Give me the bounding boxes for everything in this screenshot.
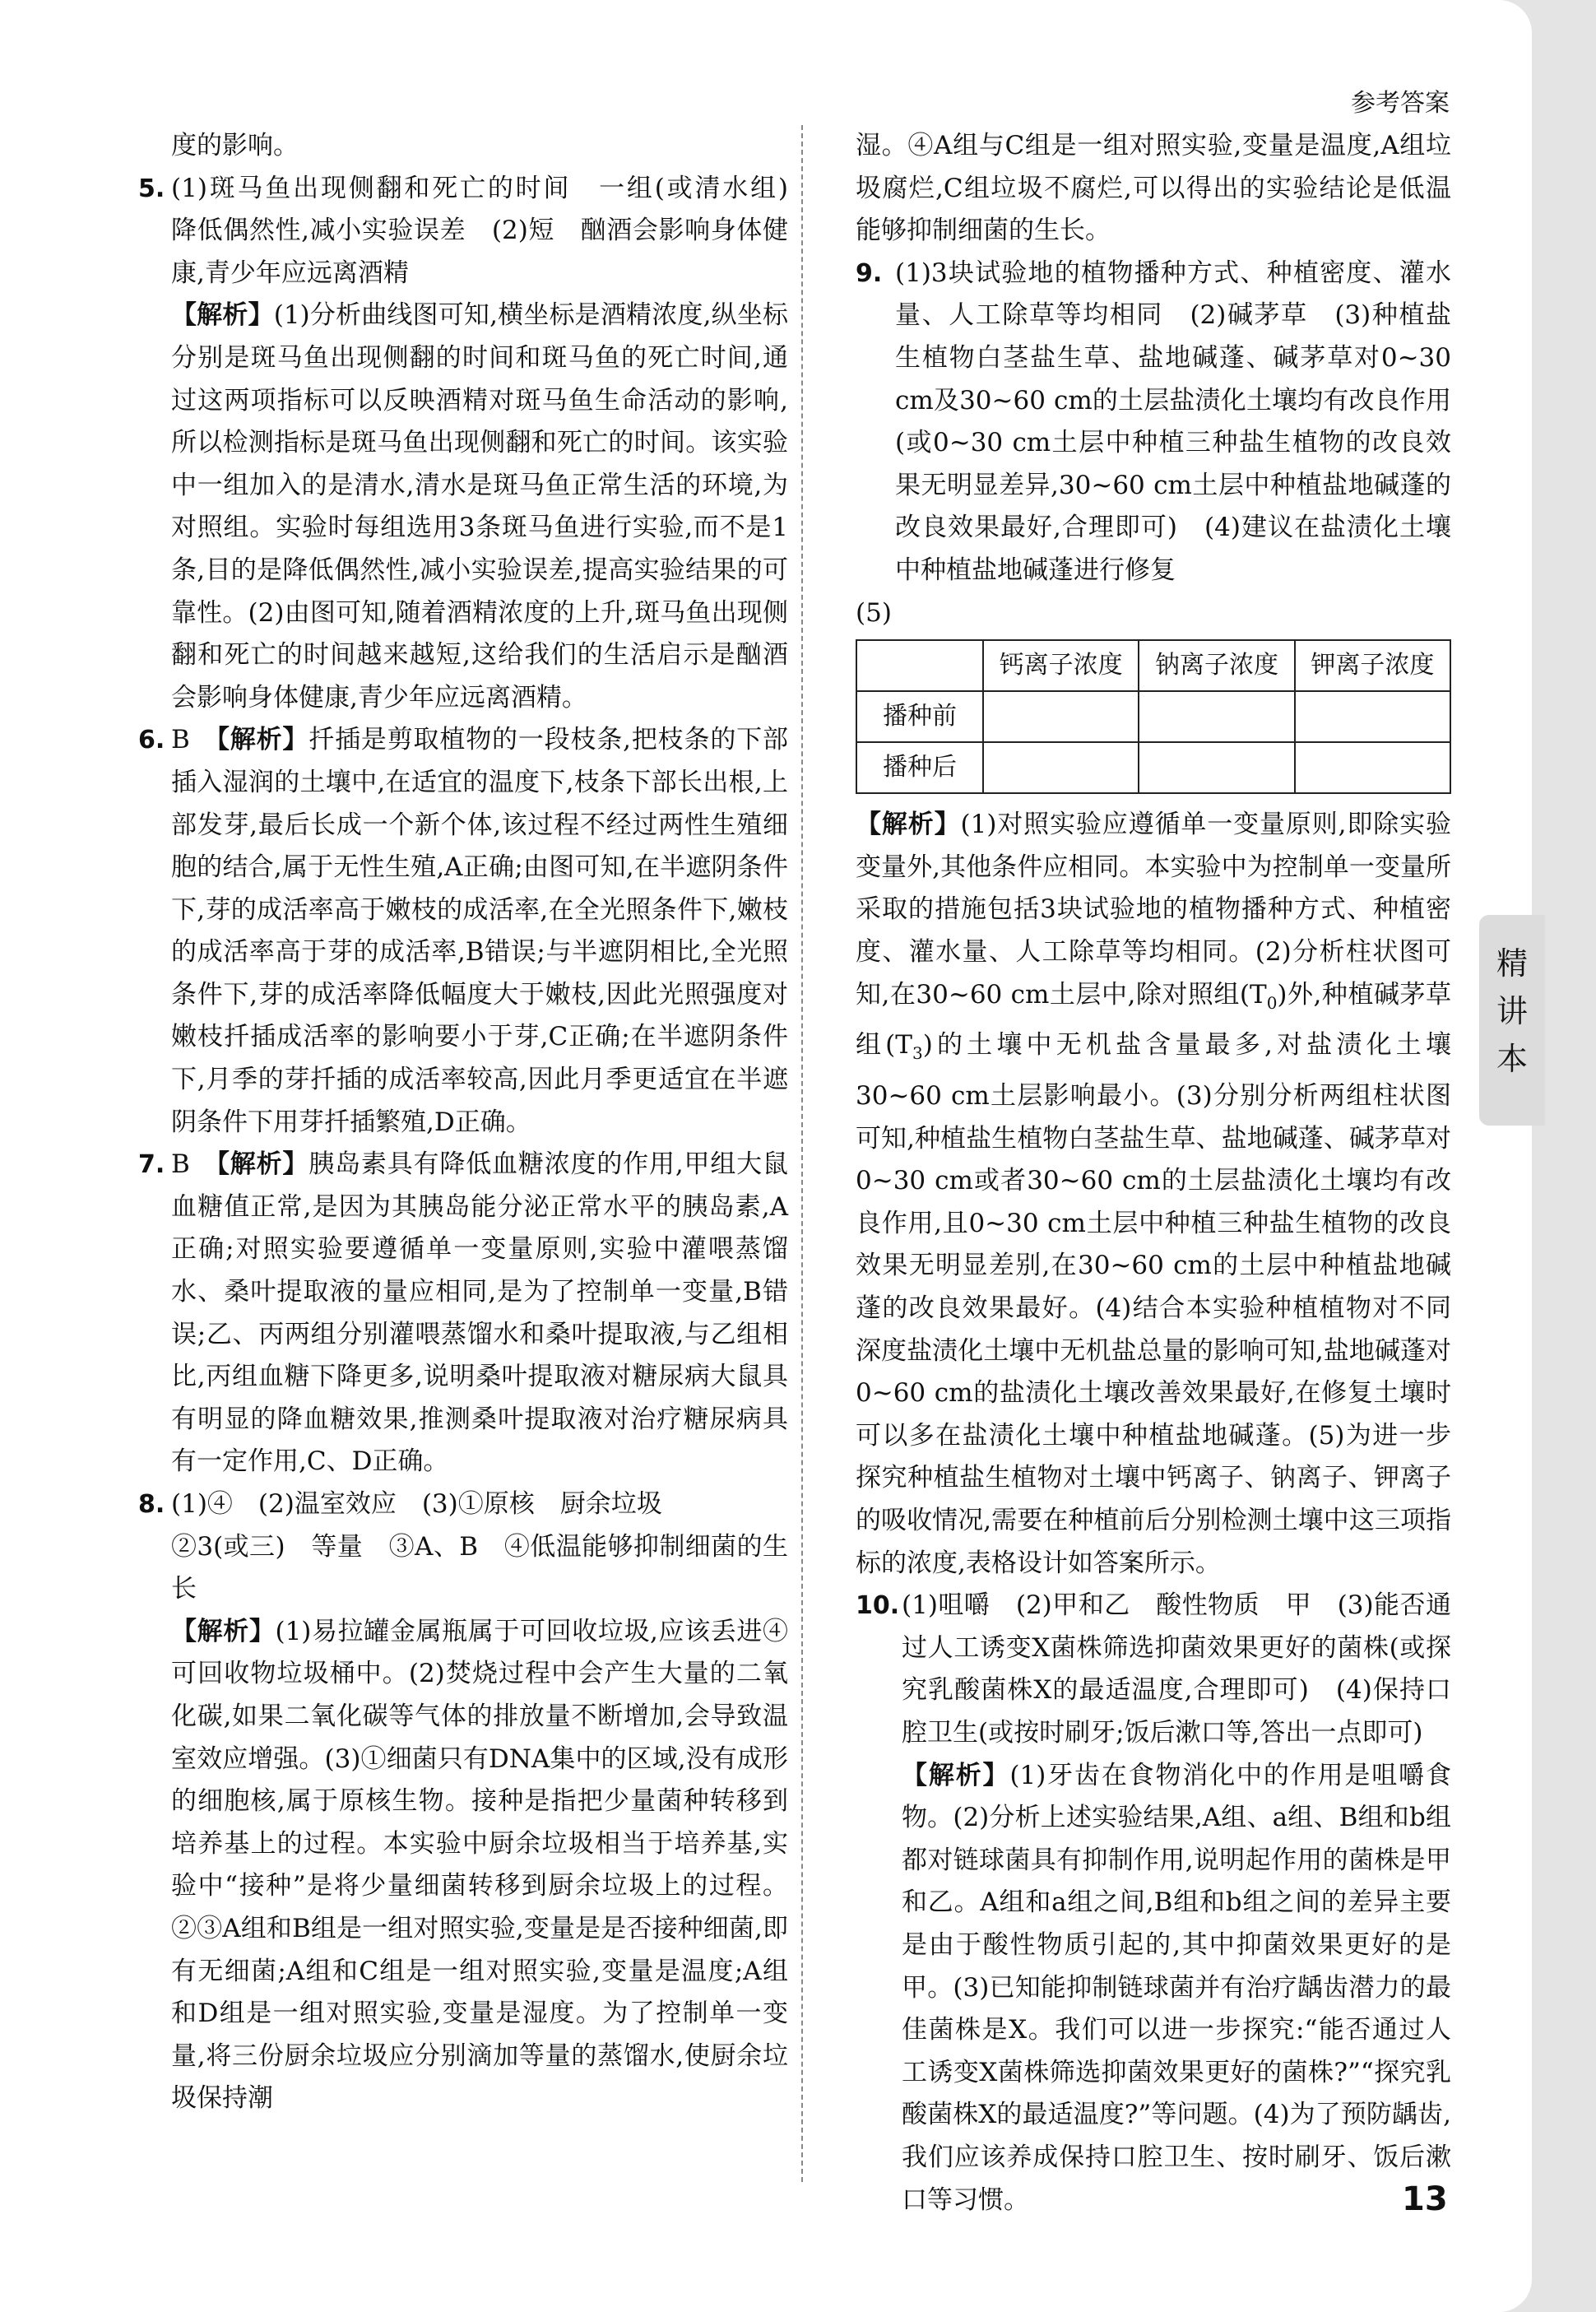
analysis-label: 【解析】	[902, 1760, 1010, 1790]
table-cell: 播种后	[856, 742, 983, 793]
question-number: 6.	[138, 726, 165, 755]
table-header: 钾离子浓度	[1295, 640, 1450, 691]
analysis-label: 【解析】	[216, 1149, 309, 1180]
question-10	[856, 1585, 1451, 2221]
subscript-0: 0	[1266, 992, 1278, 1013]
question-number: 9.	[856, 258, 883, 288]
question-number: 7.	[138, 1150, 165, 1180]
question-9	[856, 253, 1451, 592]
right-column	[856, 125, 1451, 2221]
table-header	[856, 640, 983, 691]
question-7	[138, 1144, 788, 1483]
table-cell	[1295, 742, 1450, 793]
question-number: 8.	[138, 1490, 165, 1519]
analysis	[171, 295, 788, 719]
analysis	[171, 1611, 788, 2120]
side-tab	[1479, 915, 1545, 1126]
subscript-3: 3	[912, 1043, 923, 1064]
analysis-text: (1)对照实验应遵循单一变量原则,即除实验变量外,其他条件应相同。本实验中为控制单一变量所采取的措施包括3块试验地的植物播种方式、种植密度、灌水量、人工除草等均相同。(2)分析柱状图可知,在30~60 cm土层中,除对照组(T	[856, 810, 1452, 1010]
analysis-label: 【解析】	[856, 810, 961, 840]
table-cell: 播种前	[856, 691, 983, 742]
ion-table	[856, 639, 1451, 794]
analysis-label: 【解析】	[216, 725, 309, 755]
table-header-row	[856, 640, 1450, 691]
table-row	[856, 691, 1450, 742]
question-8	[138, 1483, 788, 2120]
table-cell	[983, 691, 1139, 742]
side-tab-char: 本	[1496, 1041, 1528, 1077]
answer: (1)3块试验地的植物播种方式、种植密度、灌水量、人工除草等均相同 (2)碱茅草 (3)种植盐生植物白茎盐生草、盐地碱蓬、碱茅草对0~30 cm及30~60 cm的土层盐渍化土壤均有改良作用(或0~30 cm土层中种植三种盐生植物的改良效果无明显差异,30~60 cm土层中种植盐地碱蓬的改良效果最好,合理即可) (4)建议在盐渍化土壤中种植盐地碱蓬进行修复	[895, 258, 1451, 585]
analysis	[902, 1755, 1451, 2222]
header-title: 参考答案	[1351, 89, 1450, 118]
side-tab-char: 讲	[1496, 993, 1528, 1029]
analysis-text: (1)牙齿在食物消化中的作用是咀嚼食物。(2)分析上述实验结果,A组、a组、B组和b组都对链球菌具有抑制作用,说明起作用的菌株是甲和乙。A组和a组之间,B组和b组之间的差异主要是由于酸性物质引起的,其中抑菌效果更好的是甲。(3)已知能抑制链球菌并有治疗龋齿潜力的最佳菌株是X。我们可以进一步探究:“能否通过人工诱变X菌株筛选抑菌效果更好的菌株?”“探究乳酸菌株X的最适温度?”等问题。(4)为了预防龋齿,我们应该养成保持口腔卫生、按时刷牙、饭后漱口等习惯。	[902, 1760, 1451, 2215]
analysis-text: )的土壤中无机盐含量最多,对盐渍化土壤30~60 cm土层影响最小。(3)分别分析两组柱状图可知,种植盐生植物白茎盐生草、盐地碱蓬、碱茅草对0~30 cm或者30~60 cm的土层盐渍化土壤均有改良作用,且0~30 cm土层中种植三种盐生植物的改良效果无明显差别,在30~60 cm的土层中种植盐地碱蓬的改良效果最好。(4)结合本实验种植植物对不同深度盐渍化土壤中无机盐总量的影响可知,盐地碱蓬对0~60 cm的盐渍化土壤改善效果最好,在修复土壤时可以多在盐渍化土壤中种植盐地碱蓬。(5)为进一步探究种植盐生植物对土壤中钙离子、钠离子、钾离子的吸收情况,需要在种植前后分别检测土壤中这三项指标的浓度,表格设计如答案所示。	[856, 1030, 1451, 1578]
answer-analysis	[171, 1144, 788, 1483]
analysis-label: 【解析】	[171, 300, 274, 331]
answer-line-1: (1)④ (2)温室效应 (3)①原核 厨余垃圾	[171, 1489, 662, 1519]
table-header: 钠离子浓度	[1139, 640, 1294, 691]
answer-analysis	[171, 719, 788, 1144]
q4-tail: 度的影响。	[171, 131, 299, 160]
analysis-text: (1)易拉罐金属瓶属于可回收垃圾,应该丢进④可回收物垃圾桶中。(2)焚烧过程中会产生大量的二氧化碳,如果二氧化碳等气体的排放量不断增加,会导致温室效应增强。(3)①细菌只有DNA集中的区域,没有成形的细胞核,属于原核生物。接种是指把少量菌种转移到培养基上的过程。本实验中厨余垃圾相当于培养基,实验中“接种”是将少量细菌转移到厨余垃圾上的过程。②③A组和B组是一组对照实验,变量是是否接种细菌,即有无细菌;A组和C组是一组对照实验,变量是温度;A组和D组是一组对照实验,变量是湿度。为了控制单一变量,将三份厨余垃圾应分别滴加等量的蒸馏水,使厨余垃圾保持潮	[171, 1616, 789, 2114]
page-number: 13	[1402, 2180, 1448, 2218]
table-cell	[983, 742, 1139, 793]
analysis-text: 胰岛素具有降低血糖浓度的作用,甲组大鼠血糖值正常,是因为其胰岛能分泌正常水平的胰岛素,A正确;对照实验要遵循单一变量原则,实验中灌喂蒸馏水、桑叶提取液的量应相同,是为了控制单一变量,B错误;乙、丙两组分别灌喂蒸馏水和桑叶提取液,与乙组相比,丙组血糖下降更多,说明桑叶提取液对糖尿病大鼠具有明显的降血糖效果,推测桑叶提取液对治疗糖尿病具有一定作用,C、D正确。	[171, 1149, 788, 1477]
left-column	[138, 125, 814, 2120]
answer-line-2: ②3(或三) 等量 ③A、B ④低温能够抑制细菌的生长	[171, 1531, 788, 1604]
column-divider	[801, 125, 803, 2182]
answer-part-5: (5)	[856, 597, 892, 628]
question-number: 10.	[856, 1591, 900, 1621]
table-row	[856, 742, 1450, 793]
answer: (1)斑马鱼出现侧翻和死亡的时间 一组(或清水组) 降低偶然性,减小实验误差 (2)短 酗酒会影响身体健康,青少年应远离酒精	[171, 173, 814, 288]
side-tab-char: 精	[1496, 945, 1528, 982]
question-5	[138, 168, 814, 720]
answer: B	[171, 725, 217, 755]
table-cell	[1139, 691, 1294, 742]
question-number: 5.	[138, 174, 165, 203]
table-cell	[1295, 691, 1450, 742]
table-header: 钙离子浓度	[983, 640, 1139, 691]
question-6	[138, 719, 788, 1144]
answer: B	[171, 1149, 217, 1180]
q8-continuation: 湿。④A组与C组是一组对照实验,变量是温度,A组垃圾腐烂,C组垃圾不腐烂,可以得出的实验结论是低温能够抑制细菌的生长。	[856, 131, 1451, 246]
analysis-label: 【解析】	[171, 1616, 276, 1646]
analysis-text: (1)分析曲线图可知,横坐标是酒精浓度,纵坐标分别是斑马鱼出现侧翻的时间和斑马鱼的死亡时间,通过这两项指标可以反映酒精对斑马鱼生命活动的影响,所以检测指标是斑马鱼出现侧翻和死亡的时间。该实验中一组加入的是清水,清水是斑马鱼正常生活的环境,为对照组。实验时每组选用3条斑马鱼进行实验,而不是1条,目的是降低偶然性,减小实验误差,提高实验结果的可靠性。(2)由图可知,随着酒精浓度的上升,斑马鱼出现侧翻和死亡的时间越来越短,这给我们的生活启示是酗酒会影响身体健康,青少年应远离酒精。	[171, 300, 788, 713]
analysis-text: )外,种植碱茅草组(T	[856, 979, 1451, 1061]
table-cell	[1139, 742, 1294, 793]
q9-analysis	[856, 804, 1451, 1585]
answer: (1)咀嚼 (2)甲和乙 酸性物质 甲 (3)能否通过人工诱变X菌株筛选抑菌效果更好的菌株(或探究乳酸菌株X的最适温度,合理即可) (4)保持口腔卫生(或按时刷牙;饭后漱口等,答出一点即可)	[902, 1590, 1451, 1748]
analysis-text: 扦插是剪取植物的一段枝条,把枝条的下部插入湿润的土壤中,在适宜的温度下,枝条下部长出根,上部发芽,最后长成一个新个体,该过程不经过两性生殖细胞的结合,属于无性生殖,A正确;由图可知,在半遮阴条件下,芽的成活率高于嫩枝的成活率,在全光照条件下,嫩枝的成活率高于芽的成活率,B错误;与半遮阴相比,全光照条件下,芽的成活率降低幅度大于嫩枝,因此光照强度对嫩枝扦插成活率的影响要小于芽,C正确;在半遮阴条件下,月季的芽扦插的成活率较高,因此月季更适宜在半遮阴条件下用芽扦插繁殖,D正确。	[171, 725, 788, 1137]
